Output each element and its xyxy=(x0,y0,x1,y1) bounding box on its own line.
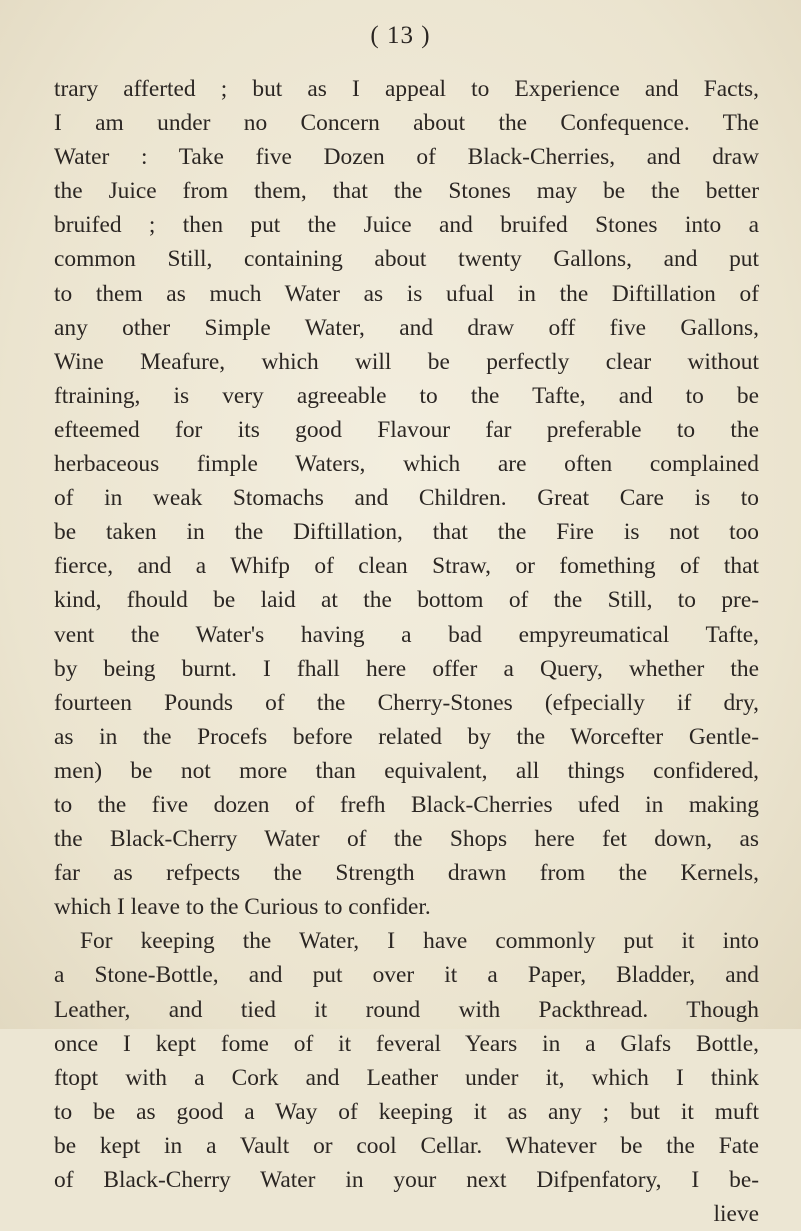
text-line: fierce, and a Whifp of clean Straw, or fomething of that xyxy=(54,553,759,580)
text-line: I am under no Concern about the Confequence. The xyxy=(54,110,759,137)
text-line: Leather, and tied it round with Packthread. Though xyxy=(54,996,759,1023)
text-line: be taken in the Diftillation, that the Fire is not too xyxy=(54,519,759,546)
text-line: the Juice from them, that the Stones may be the better xyxy=(54,178,759,205)
text-line: of in weak Stomachs and Children. Great Care is to xyxy=(54,485,759,512)
text-line: ftraining, is very agreeable to the Tafte, and to be xyxy=(54,382,759,409)
text-line: to them as much Water as is ufual in the Diftillation of xyxy=(54,280,759,307)
text-line: bruifed ; then put the Juice and bruifed Stones into a xyxy=(54,212,759,239)
text-line: common Still, containing about twenty Gallons, and put xyxy=(54,246,759,273)
text-line: to be as good a Way of keeping it as any ; but it muft xyxy=(54,1098,759,1125)
text-line: vent the Water's having a bad empyreumatical Tafte, xyxy=(54,621,759,648)
text-line: fourteen Pounds of the Cherry-Stones (efpecially if dry, xyxy=(54,689,759,716)
text-line: the Black-Cherry Water of the Shops here fet down, as xyxy=(54,826,759,853)
text-line: efteemed for its good Flavour far preferable to the xyxy=(54,416,759,443)
text-line: to the five dozen of frefh Black-Cherries ufed in making xyxy=(54,791,759,818)
page-number: ( 13 ) xyxy=(370,22,431,49)
text-line: be kept in a Vault or cool Cellar. Whatever be the Fate xyxy=(54,1132,759,1159)
text-line: trary afferted ; but as I appeal to Experience and Facts, xyxy=(54,76,759,102)
text-line: herbaceous fimple Waters, which are often complained xyxy=(54,451,759,478)
text-line: far as refpects the Strength drawn from the Kernels, xyxy=(54,860,759,887)
text-line: as in the Procefs before related by the Worcefter Gentle- xyxy=(54,723,759,750)
text-line: For keeping the Water, I have commonly put it into xyxy=(80,928,759,955)
text-line: a Stone-Bottle, and put over it a Paper, Bladder, and xyxy=(54,962,759,989)
catchword: lieve xyxy=(713,1201,759,1228)
text-line: men) be not more than equivalent, all things confidered, xyxy=(54,757,759,784)
text-line: which I leave to the Curious to confider. xyxy=(54,894,431,921)
text-line: once I kept fome of it feveral Years in a Glafs Bottle, xyxy=(54,1030,759,1057)
body-text xyxy=(54,72,759,1231)
text-line: of Black-Cherry Water in your next Difpenfatory, I be- xyxy=(54,1167,759,1193)
text-line: by being burnt. I fhall here offer a Query, whether the xyxy=(54,655,759,682)
text-line: Water : Take five Dozen of Black-Cherries, and draw xyxy=(54,144,759,171)
text-line: kind, fhould be laid at the bottom of the Still, to pre- xyxy=(54,587,759,614)
text-line: any other Simple Water, and draw off five Gallons, xyxy=(54,314,759,341)
text-line: Wine Meafure, which will be perfectly clear without xyxy=(54,348,759,375)
text-line: ftopt with a Cork and Leather under it, which I think xyxy=(54,1064,759,1091)
